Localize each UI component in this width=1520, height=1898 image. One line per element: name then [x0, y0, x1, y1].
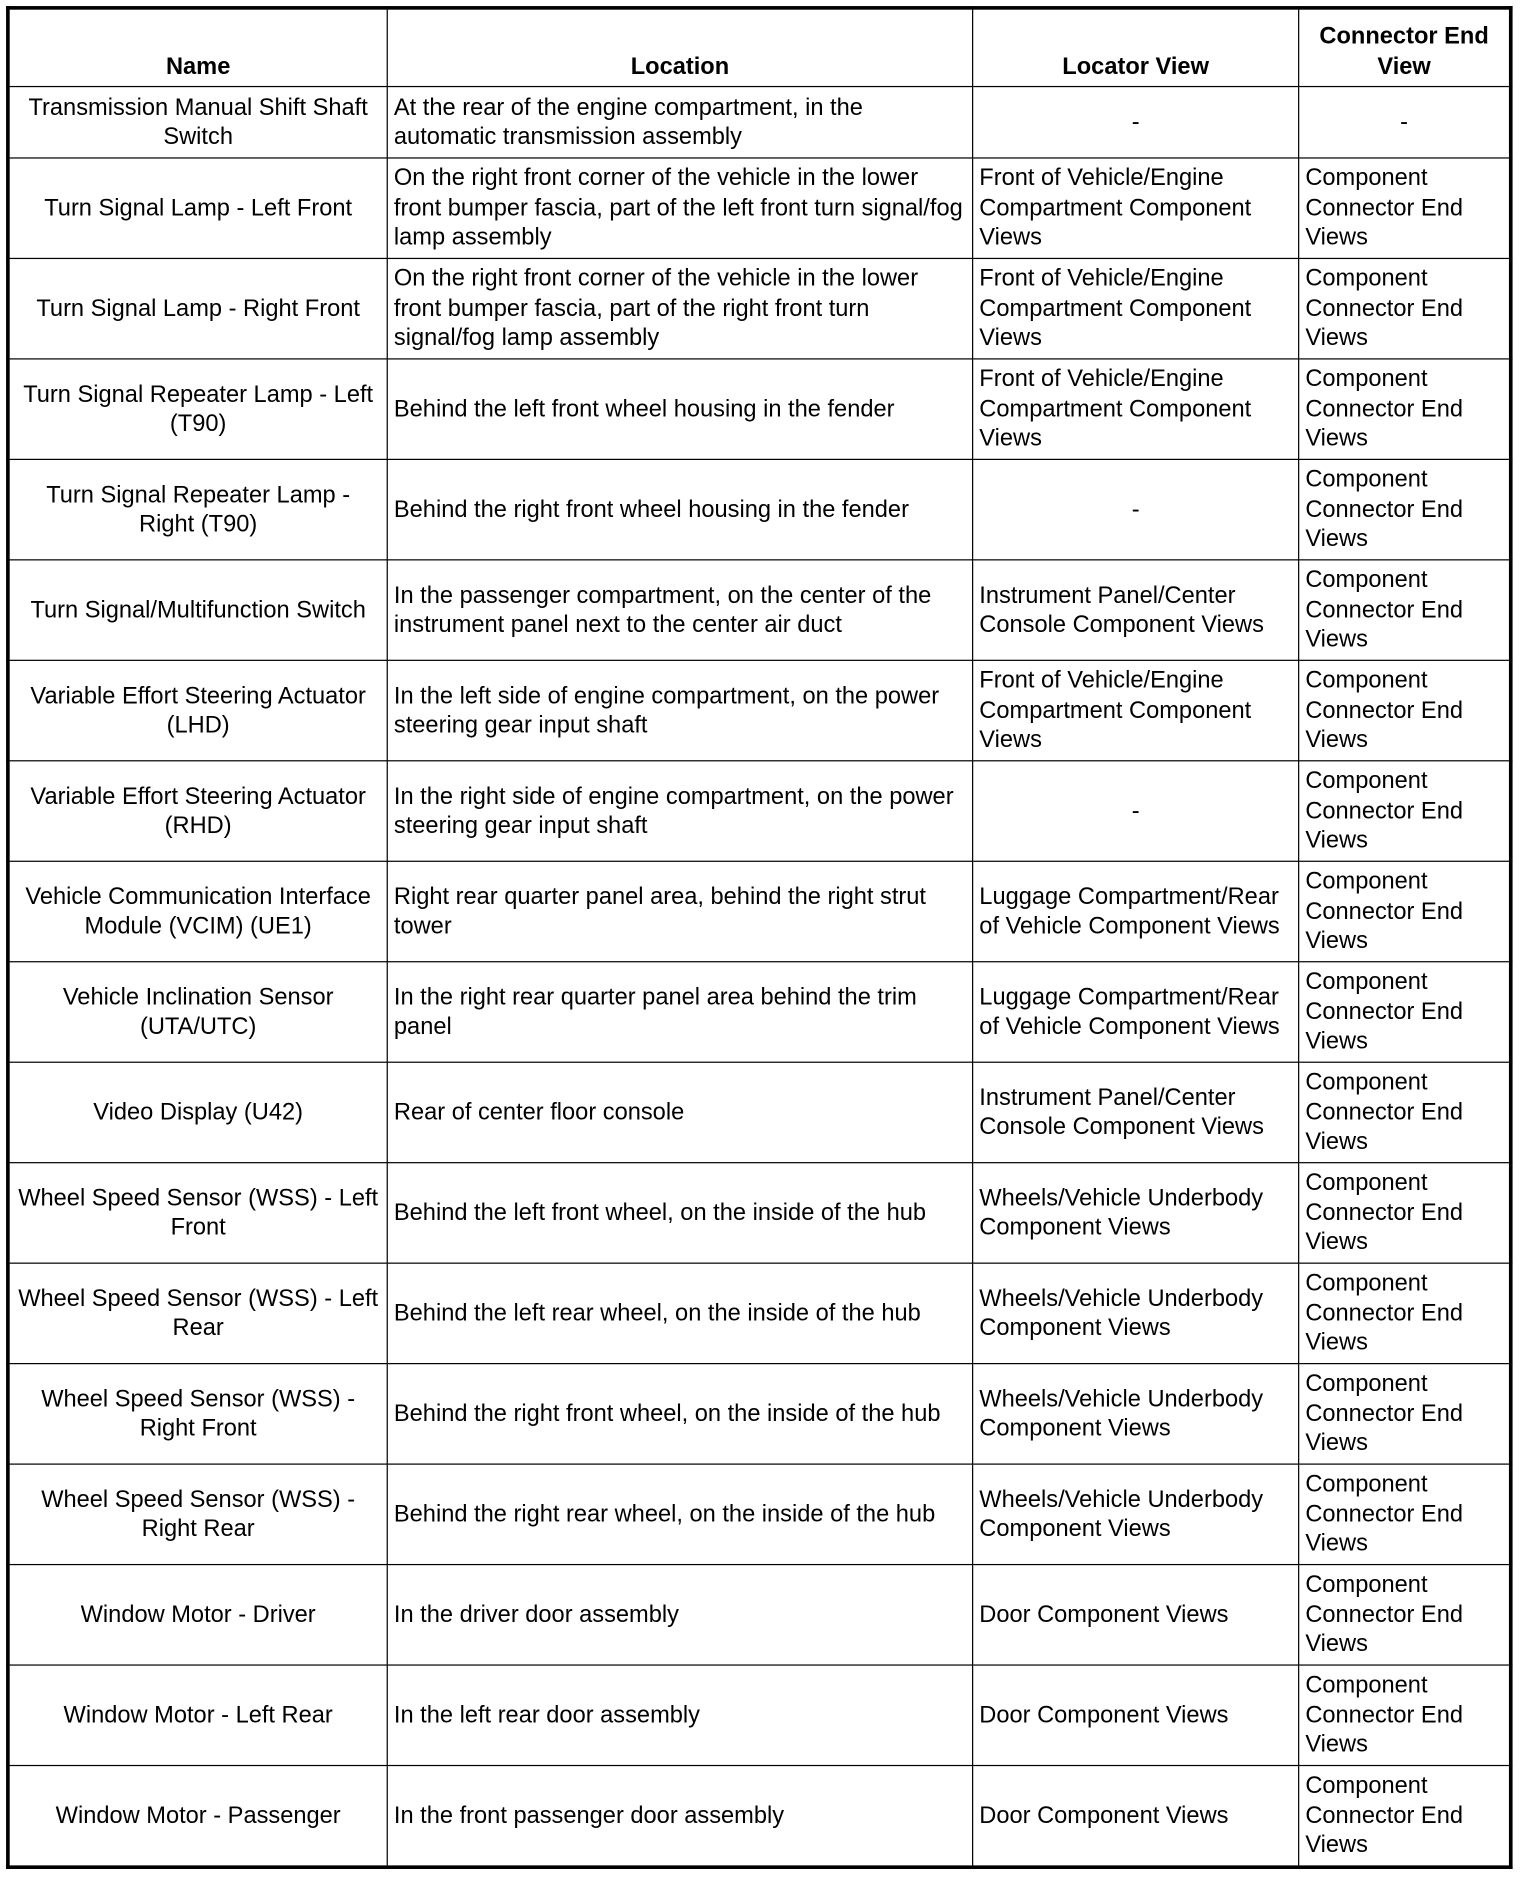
cell-locator-view: -: [973, 459, 1299, 559]
cell-locator-view: -: [973, 761, 1299, 861]
cell-connector-end-view: Component Connector End Views: [1299, 459, 1511, 559]
cell-location: In the right rear quarter panel area behind the trim panel: [387, 962, 972, 1062]
cell-connector-end-view: Component Connector End Views: [1299, 258, 1511, 358]
cell-name: Video Display (U42): [8, 1062, 387, 1162]
cell-location: In the left side of engine compartment, on the power steering gear input shaft: [387, 660, 972, 760]
cell-name: Wheel Speed Sensor (WSS) - Right Rear: [8, 1464, 387, 1564]
cell-location: Behind the left front wheel housing in the fender: [387, 359, 972, 459]
cell-name: Variable Effort Steering Actuator (RHD): [8, 761, 387, 861]
cell-name: Turn Signal Lamp - Left Front: [8, 158, 387, 258]
cell-name: Turn Signal Repeater Lamp - Right (T90): [8, 459, 387, 559]
cell-locator-view: Wheels/Vehicle Underbody Component Views: [973, 1163, 1299, 1263]
cell-name: Turn Signal Repeater Lamp - Left (T90): [8, 359, 387, 459]
cell-location: On the right front corner of the vehicle in the lower front bumper fascia, part of the left front turn signal/fog lamp assembly: [387, 158, 972, 258]
cell-name: Turn Signal/Multifunction Switch: [8, 560, 387, 660]
cell-locator-view: Front of Vehicle/Engine Compartment Component Views: [973, 359, 1299, 459]
cell-connector-end-view: Component Connector End Views: [1299, 1766, 1511, 1868]
cell-location: Behind the right front wheel housing in the fender: [387, 459, 972, 559]
cell-connector-end-view: Component Connector End Views: [1299, 861, 1511, 961]
cell-connector-end-view: Component Connector End Views: [1299, 560, 1511, 660]
cell-locator-view: Front of Vehicle/Engine Compartment Component Views: [973, 258, 1299, 358]
cell-connector-end-view: Component Connector End Views: [1299, 1565, 1511, 1665]
cell-locator-view: Wheels/Vehicle Underbody Component Views: [973, 1364, 1299, 1464]
cell-connector-end-view: Component Connector End Views: [1299, 962, 1511, 1062]
table-row: [8, 761, 1511, 861]
cell-connector-end-view: Component Connector End Views: [1299, 1364, 1511, 1464]
cell-locator-view: Door Component Views: [973, 1766, 1299, 1868]
cell-name: Variable Effort Steering Actuator (LHD): [8, 660, 387, 760]
table-row: [8, 258, 1511, 358]
table-row: [8, 1263, 1511, 1363]
cell-connector-end-view: Component Connector End Views: [1299, 158, 1511, 258]
cell-name: Window Motor - Driver: [8, 1565, 387, 1665]
cell-locator-view: Door Component Views: [973, 1565, 1299, 1665]
cell-connector-end-view: Component Connector End Views: [1299, 1163, 1511, 1263]
cell-connector-end-view: -: [1299, 87, 1511, 158]
cell-name: Turn Signal Lamp - Right Front: [8, 258, 387, 358]
cell-name: Window Motor - Passenger: [8, 1766, 387, 1868]
cell-locator-view: Instrument Panel/Center Console Component Views: [973, 1062, 1299, 1162]
cell-locator-view: Wheels/Vehicle Underbody Component Views: [973, 1263, 1299, 1363]
cell-name: Wheel Speed Sensor (WSS) - Right Front: [8, 1364, 387, 1464]
cell-connector-end-view: Component Connector End Views: [1299, 359, 1511, 459]
cell-connector-end-view: Component Connector End Views: [1299, 761, 1511, 861]
table-row: [8, 158, 1511, 258]
cell-name: Vehicle Inclination Sensor (UTA/UTC): [8, 962, 387, 1062]
cell-location: In the driver door assembly: [387, 1565, 972, 1665]
cell-location: At the rear of the engine compartment, in the automatic transmission assembly: [387, 87, 972, 158]
cell-connector-end-view: Component Connector End Views: [1299, 1464, 1511, 1564]
header-locator-view: Locator View: [973, 8, 1299, 87]
cell-location: In the left rear door assembly: [387, 1665, 972, 1765]
cell-location: In the front passenger door assembly: [387, 1766, 972, 1868]
table-row: [8, 1163, 1511, 1263]
header-connector-end-view: Connector End View: [1299, 8, 1511, 87]
table-row: [8, 87, 1511, 158]
cell-location: Behind the left rear wheel, on the inside of the hub: [387, 1263, 972, 1363]
cell-location: Rear of center floor console: [387, 1062, 972, 1162]
cell-location: Behind the right rear wheel, on the inside of the hub: [387, 1464, 972, 1564]
cell-name: Wheel Speed Sensor (WSS) - Left Front: [8, 1163, 387, 1263]
table-row: [8, 1062, 1511, 1162]
table-row: [8, 560, 1511, 660]
table-header-row: [8, 8, 1511, 87]
cell-location: In the passenger compartment, on the center of the instrument panel next to the center air duct: [387, 560, 972, 660]
cell-name: Wheel Speed Sensor (WSS) - Left Rear: [8, 1263, 387, 1363]
cell-locator-view: Wheels/Vehicle Underbody Component Views: [973, 1464, 1299, 1564]
table-row: [8, 861, 1511, 961]
cell-connector-end-view: Component Connector End Views: [1299, 660, 1511, 760]
table-row: [8, 1565, 1511, 1665]
cell-connector-end-view: Component Connector End Views: [1299, 1665, 1511, 1765]
cell-locator-view: Front of Vehicle/Engine Compartment Component Views: [973, 660, 1299, 760]
cell-location: Right rear quarter panel area, behind the right strut tower: [387, 861, 972, 961]
cell-name: Window Motor - Left Rear: [8, 1665, 387, 1765]
cell-connector-end-view: Component Connector End Views: [1299, 1263, 1511, 1363]
table-row: [8, 1766, 1511, 1868]
table-row: [8, 1665, 1511, 1765]
table-row: [8, 1364, 1511, 1464]
cell-location: Behind the left front wheel, on the inside of the hub: [387, 1163, 972, 1263]
table-row: [8, 1464, 1511, 1564]
cell-location: Behind the right front wheel, on the inside of the hub: [387, 1364, 972, 1464]
header-location: Location: [387, 8, 972, 87]
cell-locator-view: Luggage Compartment/Rear of Vehicle Component Views: [973, 962, 1299, 1062]
cell-locator-view: Front of Vehicle/Engine Compartment Component Views: [973, 158, 1299, 258]
cell-locator-view: Door Component Views: [973, 1665, 1299, 1765]
table-row: [8, 359, 1511, 459]
table-row: [8, 459, 1511, 559]
table-row: [8, 962, 1511, 1062]
cell-locator-view: Luggage Compartment/Rear of Vehicle Component Views: [973, 861, 1299, 961]
table-row: [8, 660, 1511, 760]
component-locator-table: [6, 6, 1513, 1869]
cell-locator-view: Instrument Panel/Center Console Component Views: [973, 560, 1299, 660]
cell-locator-view: -: [973, 87, 1299, 158]
cell-name: Transmission Manual Shift Shaft Switch: [8, 87, 387, 158]
cell-connector-end-view: Component Connector End Views: [1299, 1062, 1511, 1162]
cell-name: Vehicle Communication Interface Module (VCIM) (UE1): [8, 861, 387, 961]
cell-location: On the right front corner of the vehicle in the lower front bumper fascia, part of the right front turn signal/fog lamp assembly: [387, 258, 972, 358]
cell-location: In the right side of engine compartment, on the power steering gear input shaft: [387, 761, 972, 861]
header-name: Name: [8, 8, 387, 87]
